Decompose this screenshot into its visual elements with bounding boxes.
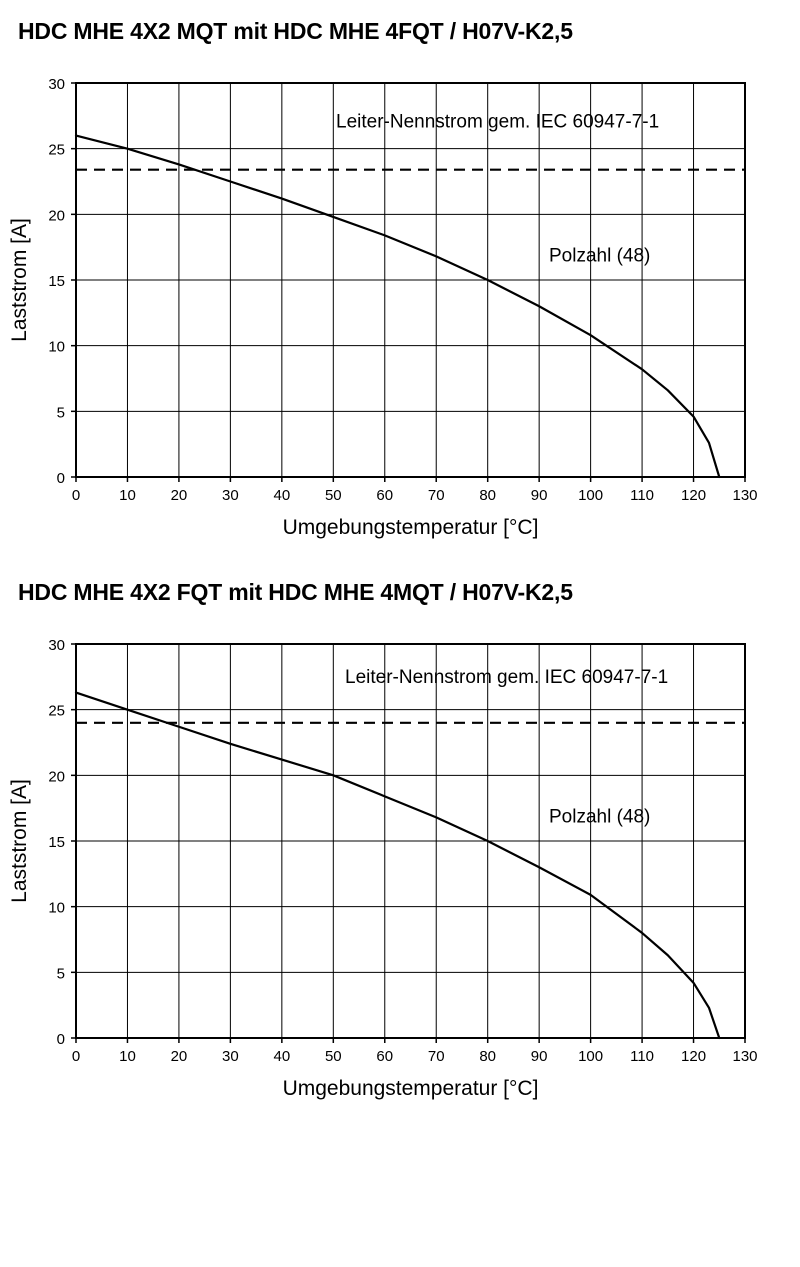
x-tick-label: 110 xyxy=(630,1048,655,1065)
chart-canvas-1 xyxy=(0,45,800,565)
y-tick-label: 0 xyxy=(56,1031,65,1048)
y-tick-label: 5 xyxy=(56,965,65,983)
chart-title-2: HDC MHE 4X2 FQT mit HDC MHE 4MQT / H07V-K2,5 xyxy=(18,579,573,605)
chart-svg-2 xyxy=(0,606,800,1126)
rated-current-annotation: Leiter-Nennstrom gem. IEC 60947-7-1 xyxy=(345,666,669,688)
y-tick-label: 30 xyxy=(48,637,65,654)
x-tick-label: 20 xyxy=(170,487,188,504)
x-tick-label: 120 xyxy=(681,1048,707,1065)
x-tick-label: 130 xyxy=(732,1048,758,1065)
y-tick-label: 25 xyxy=(48,141,65,159)
y-tick-label: 20 xyxy=(48,207,65,225)
x-tick-label: 110 xyxy=(630,487,655,504)
x-axis-label: Umgebungstemperatur [°C] xyxy=(282,516,539,539)
x-tick-label: 90 xyxy=(530,1048,548,1065)
x-tick-label: 120 xyxy=(681,487,707,504)
x-tick-label: 70 xyxy=(427,487,445,504)
x-tick-label: 10 xyxy=(119,487,136,504)
chart-svg-1 xyxy=(0,45,800,565)
x-tick-label: 30 xyxy=(222,487,239,504)
x-tick-label: 30 xyxy=(222,1048,239,1065)
chart-block-2 xyxy=(0,565,800,1126)
x-tick-label: 70 xyxy=(427,1048,445,1065)
y-tick-label: 5 xyxy=(56,404,65,422)
series-annotation: Polzahl (48) xyxy=(549,806,651,828)
derating-curve xyxy=(76,693,719,1038)
y-tick-label: 15 xyxy=(48,834,65,851)
y-tick-label: 20 xyxy=(48,768,65,786)
chart-block-1 xyxy=(0,0,800,565)
x-tick-label: 60 xyxy=(376,1048,394,1065)
y-tick-label: 0 xyxy=(56,470,65,487)
x-tick-label: 0 xyxy=(71,487,81,504)
x-tick-label: 80 xyxy=(479,1048,497,1065)
y-tick-label: 10 xyxy=(48,338,65,356)
x-tick-label: 100 xyxy=(578,1048,604,1065)
x-tick-label: 100 xyxy=(578,487,604,504)
x-tick-label: 40 xyxy=(273,1048,291,1065)
y-tick-label: 25 xyxy=(48,702,65,720)
x-tick-label: 0 xyxy=(71,1048,81,1065)
y-axis-label: Laststrom [A] xyxy=(8,218,31,342)
x-tick-label: 20 xyxy=(170,1048,188,1065)
y-tick-label: 15 xyxy=(48,273,65,290)
chart-canvas-2 xyxy=(0,606,800,1126)
x-tick-label: 80 xyxy=(479,487,497,504)
derating-curve xyxy=(76,136,719,477)
x-tick-label: 130 xyxy=(732,487,758,504)
y-axis-label: Laststrom [A] xyxy=(8,779,31,903)
x-tick-label: 50 xyxy=(324,1048,342,1065)
x-tick-label: 50 xyxy=(324,487,342,504)
x-axis-label: Umgebungstemperatur [°C] xyxy=(282,1077,539,1100)
chart-title-1: HDC MHE 4X2 MQT mit HDC MHE 4FQT / H07V-K2,5 xyxy=(18,18,573,44)
x-tick-label: 90 xyxy=(530,487,548,504)
x-tick-label: 40 xyxy=(273,487,291,504)
series-annotation: Polzahl (48) xyxy=(549,245,651,267)
y-tick-label: 30 xyxy=(48,76,65,93)
x-tick-label: 10 xyxy=(119,1048,136,1065)
x-tick-label: 60 xyxy=(376,487,394,504)
y-tick-label: 10 xyxy=(48,899,65,917)
rated-current-annotation: Leiter-Nennstrom gem. IEC 60947-7-1 xyxy=(336,111,660,133)
